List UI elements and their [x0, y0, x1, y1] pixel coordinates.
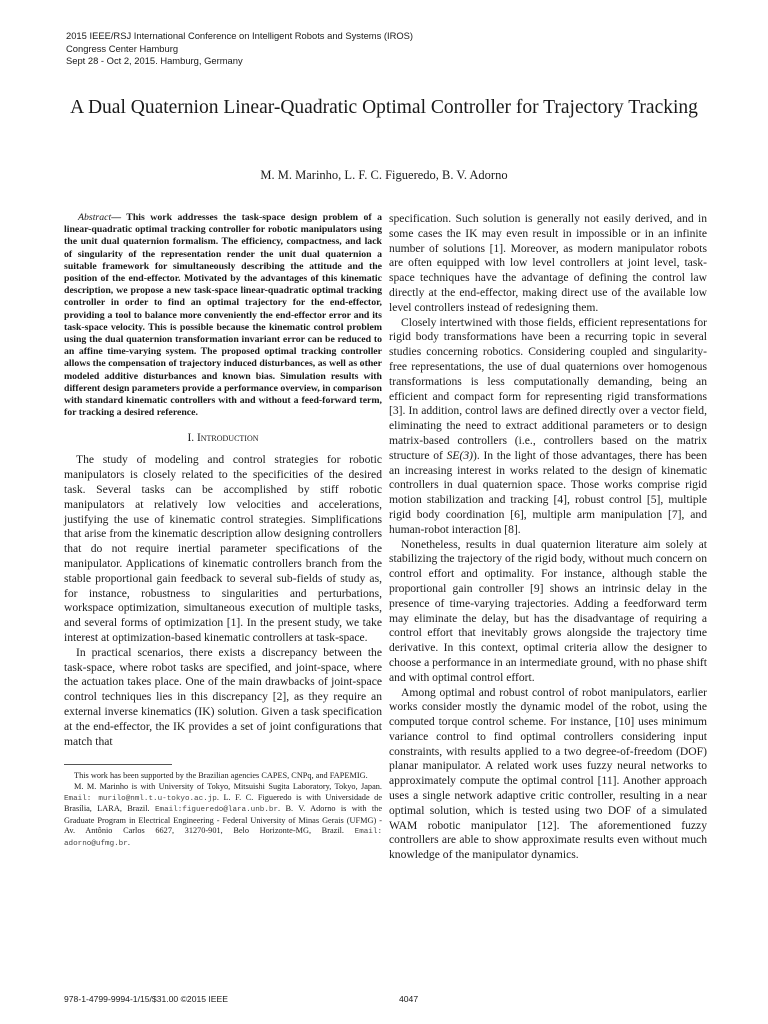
page-number: 4047 — [399, 994, 419, 1004]
affiliation-end: . — [127, 837, 130, 847]
email-adorno: Email: adorno@ufmg.br — [64, 828, 382, 848]
affiliation-adorno: . B. V. Adorno is with the Graduate Program in Electrical Engineering - Federal University of Minas Gerais (UFMG) - Av. Antônio Carlos 6627, 31270-901, Belo Horizonte-MG, Brazil. — [64, 804, 382, 836]
se3-math: SE(3) — [446, 448, 473, 462]
body-paragraph-1: specification. Such solution is generally not easily derived, and in some cases the IK may even result in impossible or in an infinite number of solutions [1]. Moreover, as modern manipulator robots are often equipped with low level controllers at joint level, task-space techniques have the advantage of defining the control law directly at the end-effector, making direct use of the available low level controllers instead of redesigning them. — [389, 212, 707, 314]
affiliation-note — [64, 782, 382, 850]
isbn-copyright: 978-1-4799-9994-1/15/$31.00 ©2015 IEEE — [64, 994, 229, 1004]
email-marinho: Email: murilo@nml.t.u-tokyo.ac.jp — [64, 794, 217, 803]
section-numeral: I. — [187, 432, 197, 445]
body-paragraph-2-text-b: ). In the light of those advantages, there has been an increasing interest in works related to the design of kinematic controllers in dual quaternion space. Those works comprise rigid motion stabilization and tracking [4], robust control [5], multiple rigid body coordination [6], multiple arm manipulation [7], and human-robot interaction [8]. — [389, 448, 707, 536]
body-paragraph-4: Among optimal and robust control of robot manipulators, earlier works consider mostly the dynamic model of the robot, using the computed torque control scheme. For instance, [10] uses minimum variance control to find optimal controllers considering input constraints, with results applied to a two degree-of-freedom (DOF) planar manipulator. A related work uses fuzzy neural networks to approximately compute the optimal control [11]. Another approach uses a single network adaptive critic controller, resulting in a near optimal solution, which is tested using two DOF of a simulated WAM robotic manipulator [12]. The aforementioned fuzzy controllers are able to show approximate results even without much knowledge of the manipulator dynamics. — [389, 685, 707, 862]
email-figueredo: Email:figueredo@lara.unb.br — [154, 806, 279, 815]
affiliation-marinho: M. M. Marinho is with University of Tokyo, Mitsuishi Sugita Laboratory, Tokyo, Japan. — [74, 781, 382, 791]
abstract — [64, 212, 382, 419]
intro-paragraph-2: In practical scenarios, there exists a discrepancy between the task-space, where robot tasks are specified, and joint-space, where the actuation takes place. One of the main drawbacks of joint-space control techniques lies in this discrepancy [2], as they require an external inverse kinematics (IK) solution. Given a task specification at the end-effector, the IK provides a set of joint configurations that match that — [64, 645, 382, 748]
paper-title: A Dual Quaternion Linear-Quadratic Optimal Controller for Trajectory Tracking — [70, 97, 698, 118]
abstract-text: This work addresses the task-space design problem of a linear-quadratic optimal tracking controller for robotic manipulators using the unit dual quaternion formalism. The efficiency, compactness, and lack of singularity of the representation render the unit dual quaternion a suitable framework for simultaneously describing the attitude and the position of the end-effector. Motivated by the advantages of this kinematic description, we propose a new task-space linear-quadratic optimal tracking controller in order to find an optimal trajectory for the end-effector, providing a tool to balance more conveniently the end-effector error and its task-space velocity. This is possible because the kinematic control problem using the dual quaternion transformation invariant error can be reduced to an affine time-varying system. The proposed optimal tracking controller allows the compensation of trajectory induced disturbances, as well as other modeled additive disturbances and known bias. Simulation results with different design parameters provide a performance overview, in comparison with standard kinematic controllers with and without a feed-forward term, for tracking a desired reference. — [64, 212, 382, 419]
conference-header — [66, 30, 706, 68]
conference-date: Sept 28 - Oct 2, 2015. Hamburg, Germany — [66, 55, 243, 66]
section-heading-introduction — [64, 431, 382, 445]
right-column — [389, 212, 707, 863]
abstract-dash: — — [111, 212, 127, 223]
body-paragraph-2-text-a: Closely intertwined with those fields, efficient representations for rigid body transformations have been a recurring topic in several studies concerning robotics. Considering coupled and singularity-free representations, the use of dual quaternions over homogenous transformations is less computationally demanding, being an efficient and compact form for representing rigid transformations [3]. In addition, control laws are defined directly over a vector field, eliminating the need to extract additional parameters or to design matrix-based controllers (i.e., controllers based on the matrix structure of — [389, 315, 707, 462]
intro-paragraph-1: The study of modeling and control strategies for robotic manipulators is closely related to the specificities of the desired task. Several tasks can be accomplished by stiff robotic manipulators at relatively low velocities and accelerations, justifying the use of kinematic control strategies. Simplifications that arise from the kinematic description allow designing controllers that do not require inertial parameter specifications of the manipulator. Applications of kinematic controllers branch from the stable proportional gain feedback to several sub-fields of study as, for instance, robustness to singularities and perturbations, workspace optimization, simultaneous execution of multiple tasks, and several forms of optimization [1]. In the present study, we take interest at optimization-based kinematic controllers at task-space. — [64, 453, 382, 645]
section-title: Introduction — [196, 432, 259, 445]
conference-venue: Congress Center Hamburg — [66, 42, 179, 54]
footnotes — [64, 771, 382, 849]
conference-name: 2015 IEEE/RSJ International Conference on Intelligent Robots and Systems (IROS) — [66, 30, 414, 41]
left-column — [64, 212, 382, 850]
page-footer — [64, 994, 704, 1005]
funding-note: This work has been supported by the Brazilian agencies CAPES, CNPq, and FAPEMIG. — [74, 771, 368, 781]
paper-authors: M. M. Marinho, L. F. C. Figueredo, B. V. Adorno — [260, 168, 508, 182]
abstract-label: Abstract — [78, 212, 112, 223]
body-paragraph-2 — [389, 316, 707, 538]
body-paragraph-3: Nonetheless, results in dual quaternion literature aim solely at stabilizing the trajectory of the rigid body, without much concern on control effort and optimality. For instance, although stable the proportional gain controller [9] shows an intrinsic delay in the presence of time-varying trajectories. Adding a feedforward term may eliminate the delay, but has the disadvantage of requiring a control effort that inevitably grows alongside the trajectory time derivative. In this context, optimal criteria allow the designer to choose a performance in an intermediate ground, with no phase shift and with optimal control effort. — [389, 537, 707, 684]
footnote-divider — [64, 764, 172, 765]
affiliation-figueredo: . L. F. C. Figueredo is with Universidade de Brasília, LARA, Brazil. — [64, 792, 383, 814]
